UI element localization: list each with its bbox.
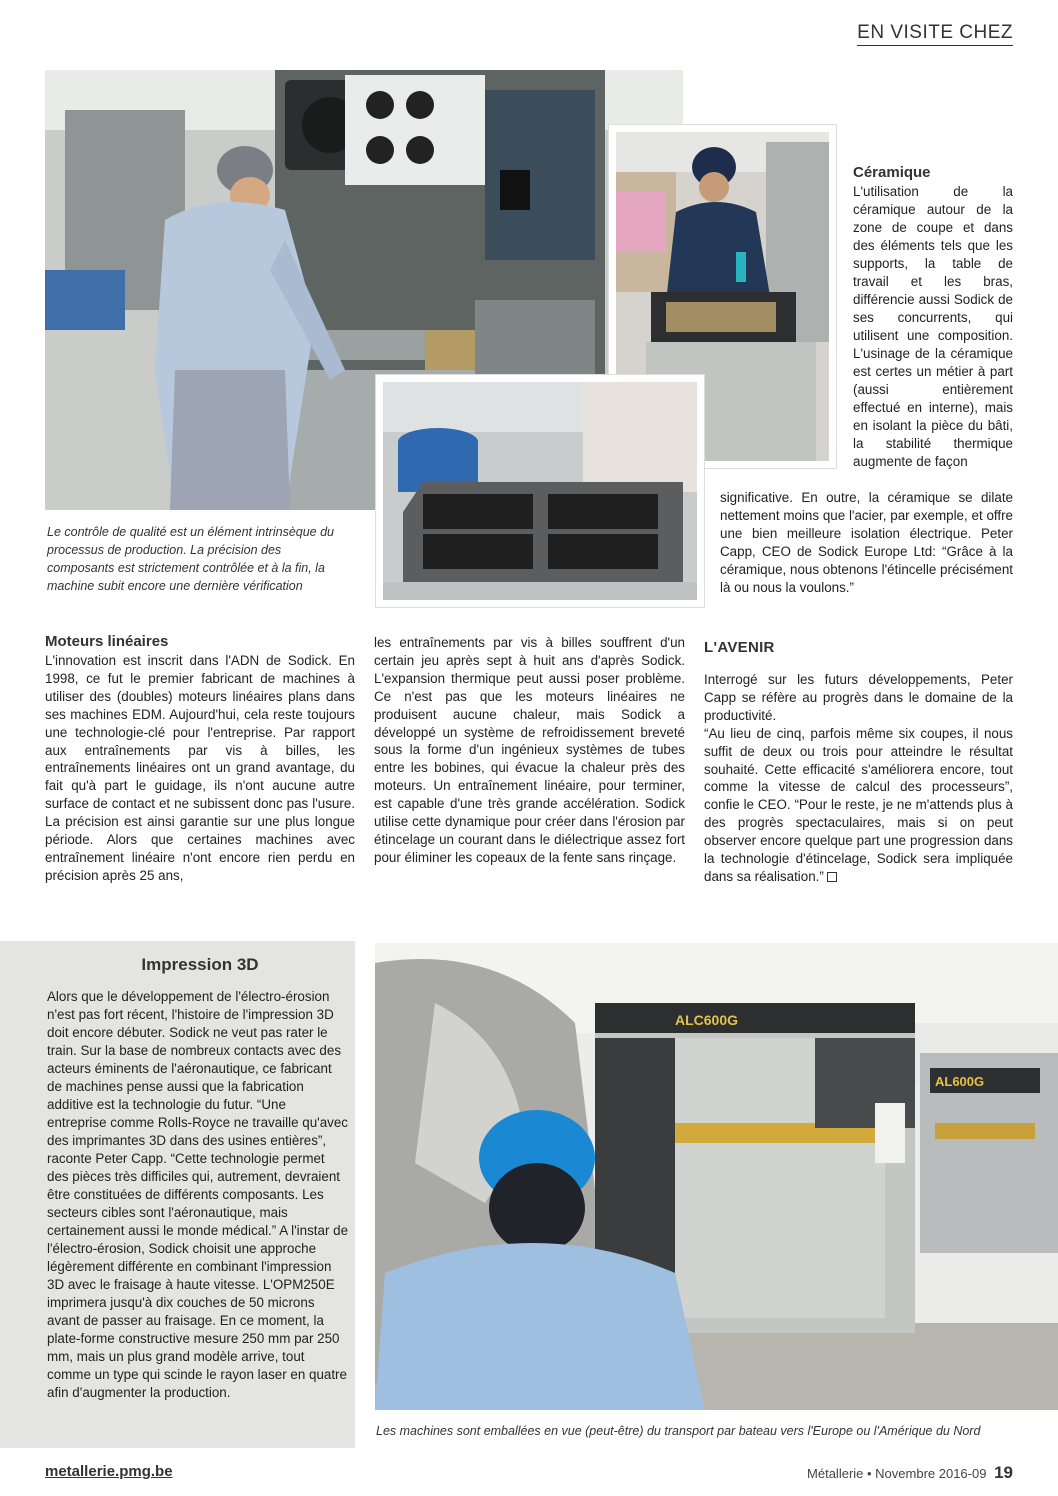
avenir-para-2-text: “Au lieu de cinq, parfois même six coupes, il nous suffit de deux ou trois pour atteindre le résultat souhaité. Cette efficacité s'améliorera encore, tout comme la vitesse de calcul des processeurs”, confie le CEO. “Pour le reste, je ne m'attends plus à des progrès spectaculaires, mais si on peut observer encore quelque part une progression dans la technologie d'étincelage, Sodick sera impliquée dans sa réalisation.” — [704, 725, 1013, 884]
footer-website-link[interactable]: metallerie.pmg.be — [45, 1463, 173, 1480]
machine-label-front: ALC600G — [675, 1012, 739, 1028]
machines-caption: Les machines sont emballées en vue (peut-être) du transport par bateau vers l'Europe ou l'Amérique du Nord — [376, 1424, 981, 1438]
moteurs-text-a: L'innovation est inscrit dans l'ADN de Sodick. En 1998, ce fut le premier fabricant de machines à utiliser des (doubles) moteurs linéaires plans dans ses machines EDM. Aujourd'hui, cela reste toujours une technologie-clé pour l'entreprise. Par rapport aux entraînements par vis à billes, les entraînements linéaires ont un grand avantage, du fait qu'à part le guidage, ils n'ont aucune autre surface de contact et ne subissent donc pas l'usure. La précision est ainsi garantie sur une plus longue période. Alors que certaines machines avec entraînement linéaire n'ont encore rien perdu en précision après 25 ans, — [45, 653, 355, 883]
ceramique-heading: Céramique — [853, 164, 931, 181]
photo-machines — [375, 943, 1058, 1410]
ceramic-part-illustration — [383, 382, 697, 600]
avenir-para-1: Interrogé sur les futurs développements, Peter Capp se réfère au progrès dans le domaine de la productivité. — [704, 672, 1013, 723]
machines-illustration — [375, 943, 1058, 1410]
ceramique-text-b: significative. En outre, la céramique se dilate nettement moins que l'acier, par exemple, et offre une bien meilleure isolation électrique. Peter Capp, CEO de Sodick Europe Ltd: “Grâce à la céramique, nous obtenons l'étincelle précisément là ou nous la voulons.” — [720, 490, 1013, 595]
moteurs-text-b: les entraînements par vis à billes souffrent d'un certain jeu après sept à huit ans d'après Sodick. L'expansion thermique peut aussi poser problème. Ce n'est pas que les moteurs linéaires ne produisent aucune chaleur, mais Sodick a développé un système de refroidissement breveté sous la forme d'un ingénieux systèmes de tubes entre les bobines, qui évacue la chaleur près des moteurs. Un entraînement linéaire, pour terminer, est capable d'une très grande accélération. Sodick utilise cette dynamique pour créer dans l'érosion par étincelage un courant dans le diélectrique assez fort pour éliminer les copeaux de la fente sans rinçage. — [374, 635, 685, 865]
machine-label-back: AL600G — [935, 1074, 985, 1089]
page-number: 19 — [994, 1463, 1013, 1482]
impression-3d-heading: Impression 3D — [141, 955, 259, 974]
impression-3d-text: Alors que le développement de l'électro-érosion n'est pas fort récent, l'histoire de l'impression 3D doit encore débuter. Sodick ne veut pas rater le train. Sur la base de nombreux contacts avec des acteurs éminents de l'aéronautique, ce fabricant de machines pense aussi que la fabrication additive est la technologie du futur. “Une entreprise comme Rolls-Royce ne travaille qu'avec des imprimantes 3D dans des usines entières”, raconte Peter Capp. “Cette technologie permet des pièces très difficiles qui, autrement, devraient être constituées de différents composants. Les secteurs cibles sont l'aéronautique, mais certainement aussi le monde médical.” A l'instar de l'électro-érosion, Sodick choisit une approche légèrement différente en combinant l'impression 3D avec le fraisage à haute vitesse. L'OPM250E imprimera jusqu'à dix couches de 50 microns avant de passer au fraisage. En ce moment, la plate-forme constructive mesure 250 mm par 250 mm, mais un plus grand modèle arrive, tout comme un type qui scinde le rayon laser en quatre afin d'augmenter la production. — [47, 989, 349, 1400]
footer-issue-text: Métallerie • Novembre 2016-09 — [807, 1466, 987, 1481]
footer-issue — [807, 1463, 1013, 1483]
avenir-para-2 — [704, 725, 1013, 886]
avenir-text — [704, 671, 1013, 886]
ceramique-text-a: L'utilisation de la céramique autour de la zone de coupe et dans des éléments tels que les supports, la table de travail et les bras, différencie aussi Sodick de ses concurrents, qui utilisent une composition. L'usinage de la céramique est certes un métier à part (aussi entièrement effectué en interne), mais en isolant la pièce du bâti, la stabilité thermique augmente de façon — [853, 184, 1013, 469]
end-mark — [827, 872, 837, 882]
inspection-caption: Le contrôle de qualité est un élément intrinsèque du processus de production. La précision des composants est strictement contrôlée et à la fin, la machine subit encore une dernière vérification — [47, 525, 334, 593]
avenir-heading: L'AVENIR — [704, 639, 775, 656]
photo-ceramic-part — [376, 375, 704, 607]
section-label: EN VISITE CHEZ — [857, 22, 1013, 46]
moteurs-heading: Moteurs linéaires — [45, 633, 169, 650]
